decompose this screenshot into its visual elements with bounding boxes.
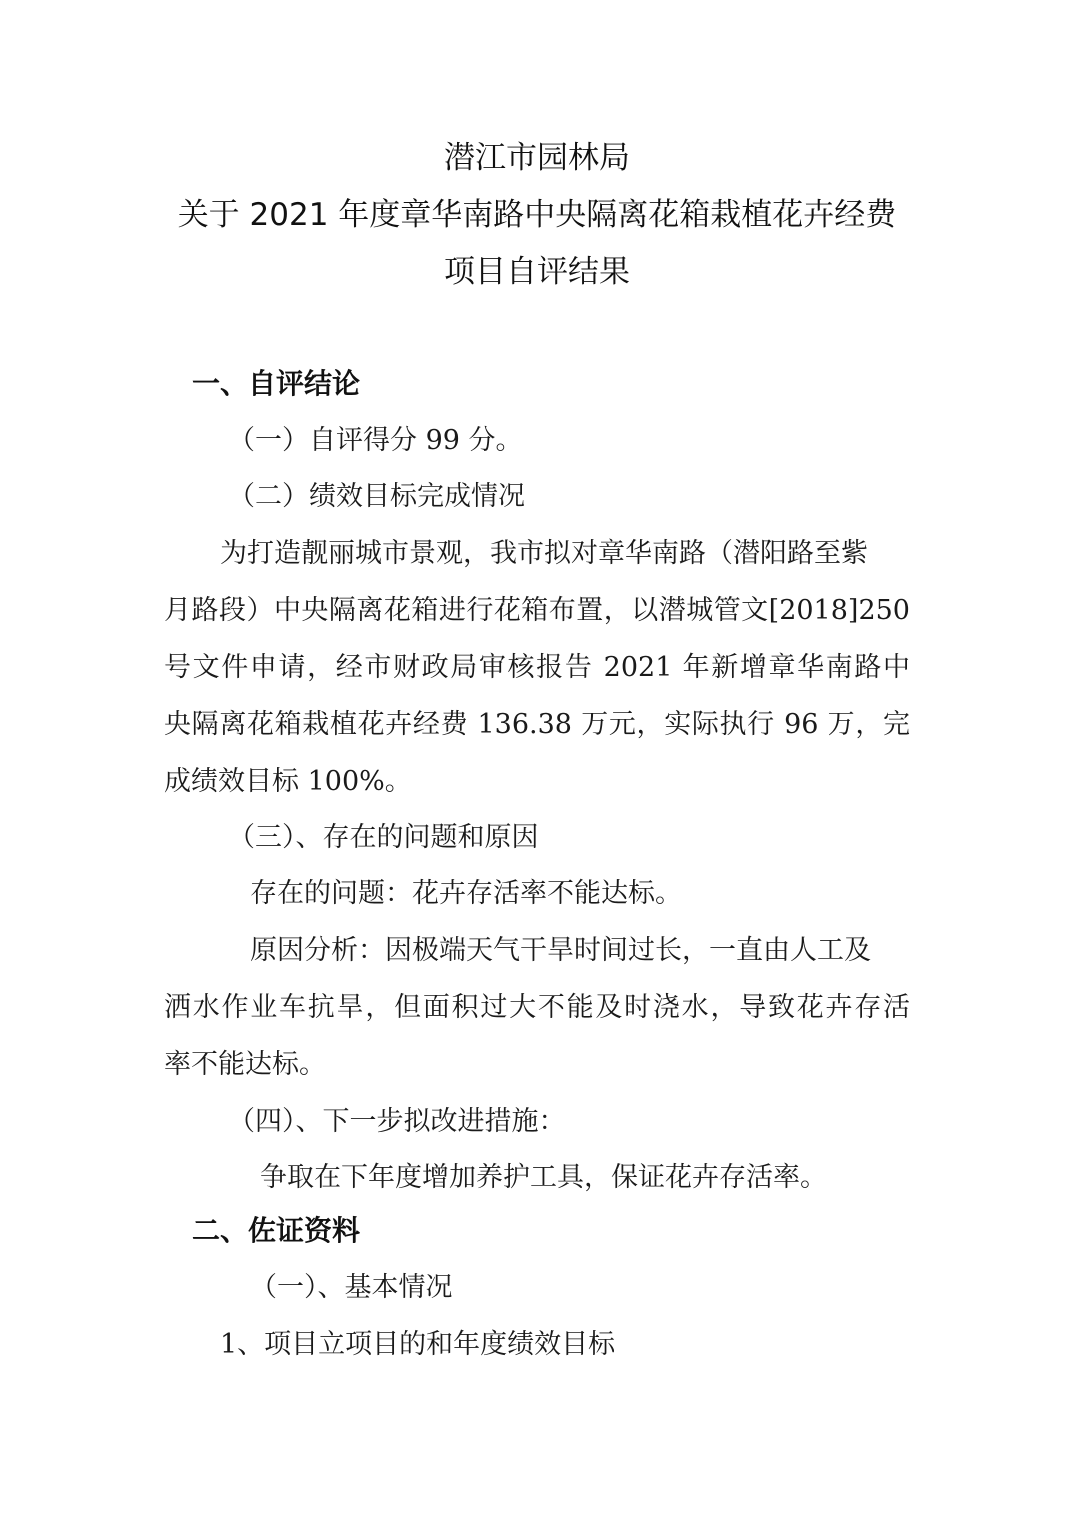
section-1-item-3: （三）、存在的问题和原因 bbox=[228, 822, 539, 853]
cause-analysis-line-3: 率不能达标。 bbox=[164, 1049, 326, 1080]
performance-paragraph-line-4: 央隔离花箱栽植花卉经费 136.38 万元，实际执行 96 万，完 bbox=[164, 709, 910, 740]
document-title-line-2: 关于 2021 年度章华南路中央隔离花箱栽植花卉经费 bbox=[177, 197, 897, 233]
performance-paragraph-line-5: 成绩效目标 100%。 bbox=[164, 766, 412, 797]
document-title-line-3: 项目自评结果 bbox=[444, 254, 630, 290]
section-1-item-4: （四）、下一步拟改进措施： bbox=[228, 1106, 566, 1137]
document-title-line-1: 潜江市园林局 bbox=[444, 140, 630, 176]
cause-analysis-line-2: 洒水作业车抗旱，但面积过大不能及时浇水，导致花卉存活 bbox=[164, 992, 910, 1023]
section-2-item-1: （一）、基本情况 bbox=[250, 1272, 453, 1303]
section-2-heading: 二、佐证资料 bbox=[192, 1214, 361, 1247]
section-1-heading: 一、自评结论 bbox=[192, 367, 361, 400]
performance-paragraph-line-3: 号文件申请，经市财政局审核报告 2021 年新增章华南路中 bbox=[164, 652, 910, 683]
performance-paragraph-line-2: 月路段）中央隔离花箱进行花箱布置，以潜城管文[2018]250 bbox=[164, 595, 910, 626]
improvement-measure: 争取在下年度增加养护工具，保证花卉存活率。 bbox=[260, 1162, 827, 1193]
cause-analysis-line-1: 原因分析：因极端天气干旱时间过长，一直由人工及 bbox=[250, 935, 871, 966]
section-1-item-2: （二）绩效目标完成情况 bbox=[228, 481, 525, 512]
section-1-item-1: （一）自评得分 99 分。 bbox=[228, 425, 523, 456]
performance-paragraph-line-1: 为打造靓丽城市景观，我市拟对章华南路（潜阳路至紫 bbox=[220, 538, 868, 569]
section-2-sub-item-1: 1、项目立项目的和年度绩效目标 bbox=[220, 1329, 616, 1360]
problem-statement: 存在的问题：花卉存活率不能达标。 bbox=[250, 878, 682, 909]
